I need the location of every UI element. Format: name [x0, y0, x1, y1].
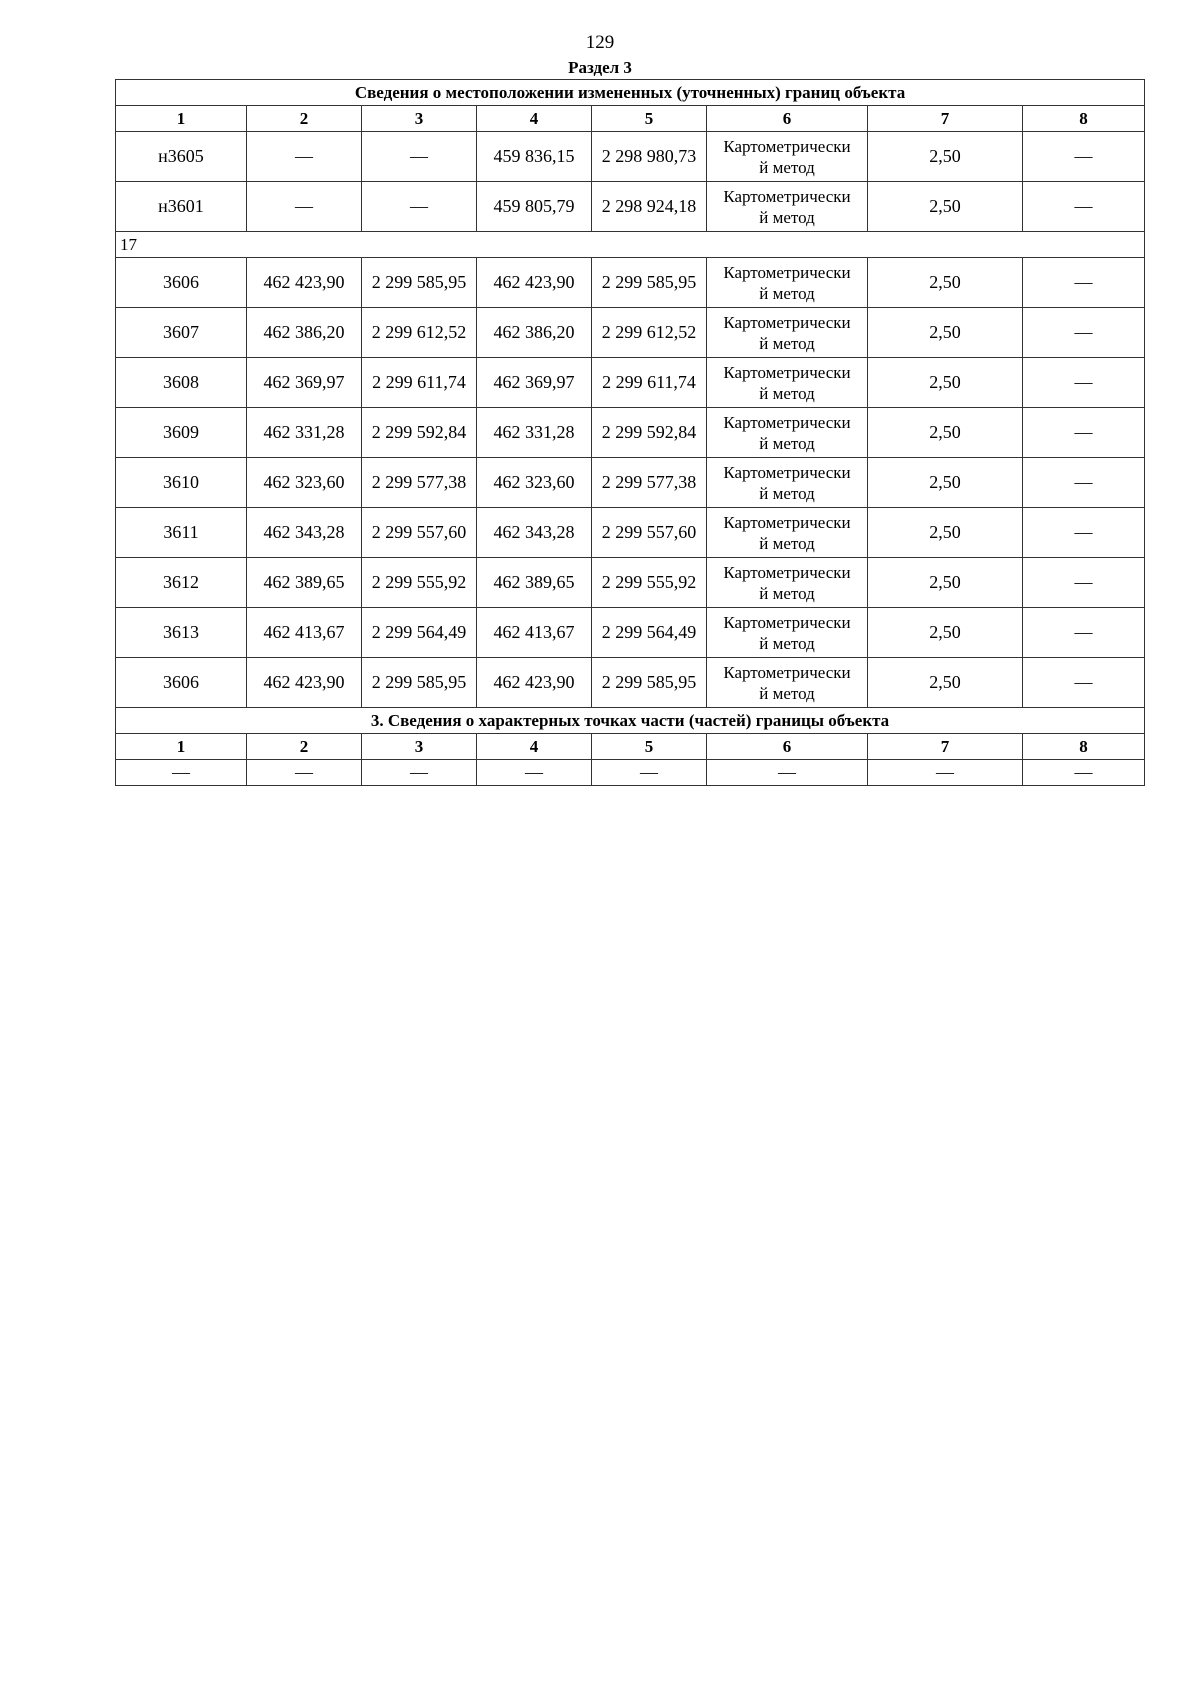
method-cell	[707, 408, 868, 458]
column-number: 8	[1023, 106, 1145, 132]
method-text-line: й метод	[759, 533, 815, 553]
method-cell	[707, 258, 868, 308]
method-text-line: Картометрически	[723, 662, 851, 682]
table-cell: 2 299 612,52	[592, 308, 707, 358]
part-section-title-row-cell: 3. Сведения о характерных точках части (частей) границы объекта	[116, 708, 1145, 734]
table-cell: 2 299 564,49	[362, 608, 477, 658]
group-label-row-cell: 17	[116, 232, 1145, 258]
method-cell	[707, 558, 868, 608]
method-text-line: Картометрически	[723, 262, 851, 282]
table-cell: 459 836,15	[477, 132, 592, 182]
table-cell: 2,50	[868, 458, 1023, 508]
table-cell: 2 298 980,73	[592, 132, 707, 182]
table-cell: 2 299 612,52	[362, 308, 477, 358]
table-cell: 3606	[116, 258, 247, 308]
table-cell: 2,50	[868, 508, 1023, 558]
table-cell: 2 299 585,95	[362, 658, 477, 708]
table-cell: 462 331,28	[477, 408, 592, 458]
table-cell: 2 299 611,74	[362, 358, 477, 408]
table-cell: 462 386,20	[477, 308, 592, 358]
table-cell: 462 389,65	[477, 558, 592, 608]
table-cell: —	[1023, 258, 1145, 308]
table-row	[116, 408, 1145, 458]
table-cell: 2,50	[868, 308, 1023, 358]
table-cell: 462 386,20	[247, 308, 362, 358]
table-cell: —	[247, 132, 362, 182]
table-cell: 3608	[116, 358, 247, 408]
table-cell: 462 423,90	[247, 258, 362, 308]
column-number-row	[116, 106, 1145, 132]
table-cell: —	[1023, 508, 1145, 558]
table-row	[116, 508, 1145, 558]
method-cell	[707, 308, 868, 358]
table-cell: —	[477, 760, 592, 786]
table-cell: —	[247, 760, 362, 786]
table-cell: 2 299 585,95	[592, 258, 707, 308]
table-cell: 2,50	[868, 558, 1023, 608]
method-text-line: й метод	[759, 683, 815, 703]
table-cell: 2,50	[868, 608, 1023, 658]
method-text-line: й метод	[759, 483, 815, 503]
method-cell	[707, 182, 868, 232]
column-number: 6	[707, 106, 868, 132]
method-text-line: й метод	[759, 433, 815, 453]
table-cell: 462 323,60	[247, 458, 362, 508]
table-cell: 462 343,28	[477, 508, 592, 558]
table-cell: —	[1023, 608, 1145, 658]
table-row	[116, 458, 1145, 508]
method-cell	[707, 358, 868, 408]
column-number: 8	[1023, 734, 1145, 760]
method-cell	[707, 508, 868, 558]
table-row	[116, 658, 1145, 708]
table-cell: 2 299 585,95	[592, 658, 707, 708]
column-number: 7	[868, 106, 1023, 132]
method-text-line: й метод	[759, 207, 815, 227]
table-cell: 462 369,97	[247, 358, 362, 408]
table-cell: 3611	[116, 508, 247, 558]
method-text-line: й метод	[759, 633, 815, 653]
table-cell: 462 331,28	[247, 408, 362, 458]
table-cell: 3607	[116, 308, 247, 358]
method-text-line: й метод	[759, 333, 815, 353]
table-cell: 2 299 557,60	[362, 508, 477, 558]
table-cell: —	[1023, 132, 1145, 182]
column-number: 1	[116, 106, 247, 132]
table-cell: 462 343,28	[247, 508, 362, 558]
column-number: 3	[362, 106, 477, 132]
table-cell: 462 413,67	[477, 608, 592, 658]
table-cell: 462 423,90	[477, 658, 592, 708]
column-number: 6	[707, 734, 868, 760]
table-cell: 2 299 555,92	[592, 558, 707, 608]
table-cell: —	[1023, 760, 1145, 786]
table-cell: 2 299 577,38	[592, 458, 707, 508]
table-cell: 2,50	[868, 258, 1023, 308]
method-text-line: й метод	[759, 383, 815, 403]
method-text-line: Картометрически	[723, 462, 851, 482]
table-cell: 2 299 592,84	[592, 408, 707, 458]
method-cell	[707, 608, 868, 658]
table-cell: —	[1023, 658, 1145, 708]
column-number: 7	[868, 734, 1023, 760]
table-cell: 462 423,90	[247, 658, 362, 708]
column-number: 1	[116, 734, 247, 760]
boundary-coordinates-table	[115, 79, 1145, 786]
column-number: 5	[592, 106, 707, 132]
method-text-line: Картометрически	[723, 312, 851, 332]
table-cell: —	[362, 760, 477, 786]
table-row	[116, 258, 1145, 308]
table-cell: —	[1023, 182, 1145, 232]
table-cell: н3601	[116, 182, 247, 232]
column-number: 4	[477, 734, 592, 760]
table-cell: 3606	[116, 658, 247, 708]
table-cell: —	[362, 132, 477, 182]
table-cell: —	[1023, 458, 1145, 508]
column-number: 5	[592, 734, 707, 760]
table-cell: 459 805,79	[477, 182, 592, 232]
column-number: 3	[362, 734, 477, 760]
table-cell: —	[362, 182, 477, 232]
method-text-line: Картометрически	[723, 136, 851, 156]
method-text-line: Картометрически	[723, 612, 851, 632]
table-cell: 2,50	[868, 132, 1023, 182]
table-cell: 2,50	[868, 182, 1023, 232]
table-cell: —	[592, 760, 707, 786]
table-cell: 462 423,90	[477, 258, 592, 308]
table-cell: 2 299 577,38	[362, 458, 477, 508]
table-cell: 2 298 924,18	[592, 182, 707, 232]
table-cell: 3609	[116, 408, 247, 458]
table-cell: 2 299 585,95	[362, 258, 477, 308]
table-cell: 462 323,60	[477, 458, 592, 508]
table-cell: 2 299 611,74	[592, 358, 707, 408]
column-number: 2	[247, 106, 362, 132]
table-title-row	[116, 80, 1145, 106]
method-text-line: Картометрически	[723, 412, 851, 432]
method-cell	[707, 132, 868, 182]
table-cell: —	[1023, 308, 1145, 358]
method-text-line: й метод	[759, 157, 815, 177]
table-cell: 2,50	[868, 408, 1023, 458]
method-text-line: й метод	[759, 583, 815, 603]
table-cell: —	[247, 182, 362, 232]
table-row	[116, 558, 1145, 608]
table-row	[116, 182, 1145, 232]
group-label-row	[116, 232, 1145, 258]
table-cell: 462 369,97	[477, 358, 592, 408]
table-cell: 2,50	[868, 658, 1023, 708]
table-cell: —	[1023, 358, 1145, 408]
method-text-line: Картометрически	[723, 186, 851, 206]
table-cell: —	[707, 760, 868, 786]
table-cell: 3612	[116, 558, 247, 608]
method-text-line: й метод	[759, 283, 815, 303]
table-cell: —	[116, 760, 247, 786]
table-row	[116, 308, 1145, 358]
table-row	[116, 608, 1145, 658]
table-row	[116, 358, 1145, 408]
table-cell: —	[1023, 558, 1145, 608]
table-row	[116, 132, 1145, 182]
section-label: Раздел 3	[568, 58, 632, 77]
table-title-row-cell: Сведения о местоположении измененных (уточненных) границ объекта	[116, 80, 1145, 106]
table-cell: —	[868, 760, 1023, 786]
table-cell: 2 299 564,49	[592, 608, 707, 658]
table-cell: 2,50	[868, 358, 1023, 408]
method-cell	[707, 658, 868, 708]
method-text-line: Картометрически	[723, 362, 851, 382]
table-cell: 2 299 557,60	[592, 508, 707, 558]
table-cell: н3605	[116, 132, 247, 182]
table-cell: 3613	[116, 608, 247, 658]
column-number-row	[116, 734, 1145, 760]
table-cell: 2 299 592,84	[362, 408, 477, 458]
page-number: 129	[585, 32, 615, 53]
column-number: 2	[247, 734, 362, 760]
method-text-line: Картометрически	[723, 562, 851, 582]
method-text-line: Картометрически	[723, 512, 851, 532]
column-number: 4	[477, 106, 592, 132]
table-cell: 2 299 555,92	[362, 558, 477, 608]
table-row	[116, 760, 1145, 786]
method-cell	[707, 458, 868, 508]
part-section-title-row	[116, 708, 1145, 734]
table-cell: 462 389,65	[247, 558, 362, 608]
table-cell: —	[1023, 408, 1145, 458]
table-cell: 462 413,67	[247, 608, 362, 658]
table-cell: 3610	[116, 458, 247, 508]
